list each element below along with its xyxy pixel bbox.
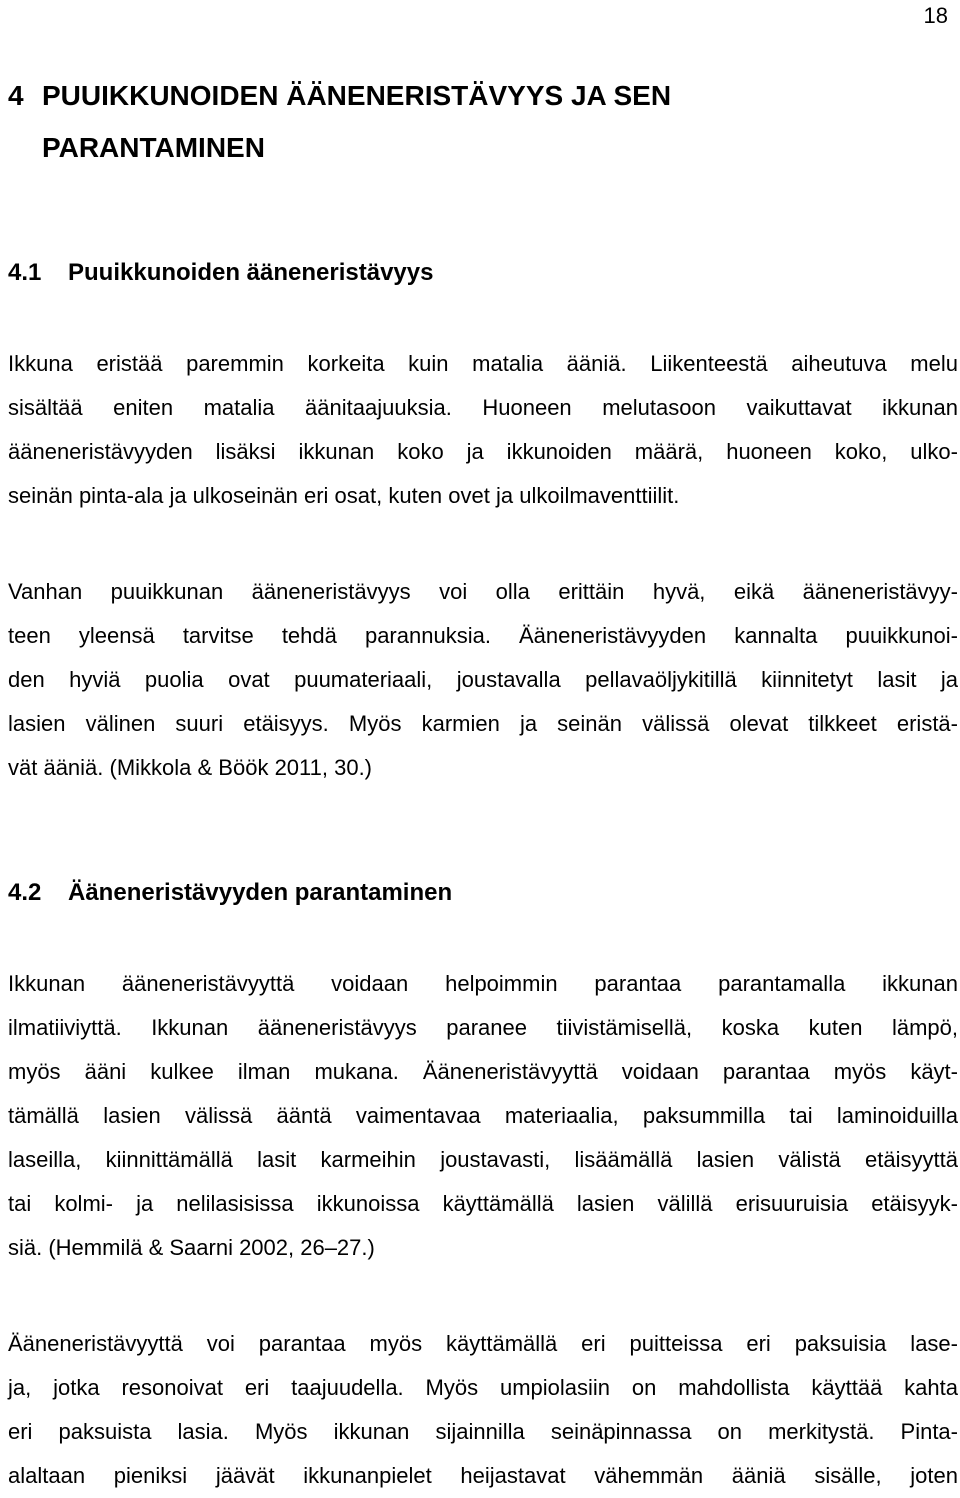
paragraph-line: ääneneristävyyden lisäksi ikkunan koko ja ikkunoiden määrä, huoneen koko, ulko- xyxy=(8,439,958,464)
paragraph-line: Ikkunan ääneneristävyyttä voidaan helpoimmin parantaa parantamalla ikkunan xyxy=(8,971,958,996)
paragraph-line: sisältää eniten matalia äänitaajuuksia. Huoneen melutasoon vaikuttavat ikkunan xyxy=(8,395,958,420)
paragraph-line: siä. (Hemmilä & Saarni 2002, 26–27.) xyxy=(8,1235,375,1260)
section-number: 4.1 xyxy=(8,259,42,286)
chapter-heading xyxy=(8,70,908,174)
paragraph-line: alaltaan pieniksi jäävät ikkunanpielet heijastavat vähemmän ääniä sisälle, joten xyxy=(8,1463,958,1488)
section-title: Ääneneristävyyden parantaminen xyxy=(68,879,453,906)
paragraph-line: vät ääniä. (Mikkola & Böök 2011, 30.) xyxy=(8,755,373,780)
paragraph-line: den hyviä puolia ovat puumateriaali, joustavalla pellavaöljykitillä kiinnitetyt lasit ja xyxy=(8,667,958,692)
page-number: 18 xyxy=(923,3,948,28)
chapter-title-line-1: PUUIKKUNOIDEN ÄÄNENERISTÄVYYS JA SEN xyxy=(42,80,672,111)
paragraph-line: seinän pinta-ala ja ulkoseinän eri osat, kuten ovet ja ulkoilmaventtiilit. xyxy=(8,483,680,508)
section-heading-4-1 xyxy=(8,258,433,288)
paragraph-line: teen yleensä tarvitse tehdä parannuksia. Ääneneristävyyden kannalta puuikkunoi- xyxy=(8,623,958,648)
paragraph-line: myös ääni kulkee ilman mukana. Ääneneristävyyttä voidaan parantaa myös käyt- xyxy=(8,1059,958,1084)
paragraph-line: eri paksuista lasia. Myös ikkunan sijainnilla seinäpinnassa on merkitystä. Pinta- xyxy=(8,1419,958,1444)
paragraph-4-1-b xyxy=(8,570,958,790)
chapter-title-line-2: PARANTAMINEN xyxy=(42,132,265,163)
paragraph-line: Ikkuna eristää paremmin korkeita kuin matalia ääniä. Liikenteestä aiheutuva melu xyxy=(8,351,958,376)
chapter-number: 4 xyxy=(8,80,24,111)
paragraph-4-1-a xyxy=(8,342,958,518)
section-heading-4-2 xyxy=(8,878,452,908)
paragraph-line: ja, jotka resonoivat eri taajuudella. Myös umpiolasiin on mahdollista käyttää kahta xyxy=(8,1375,958,1400)
paragraph-line: Vanhan puuikkunan ääneneristävyys voi olla erittäin hyvä, eikä ääneneristävyy- xyxy=(8,579,958,604)
paragraph-line: tämällä lasien välissä ääntä vaimentavaa materiaalia, paksummilla tai laminoiduilla xyxy=(8,1103,958,1128)
section-number: 4.2 xyxy=(8,879,42,906)
section-title: Puuikkunoiden ääneneristävyys xyxy=(68,259,434,286)
paragraph-4-2-b xyxy=(8,1322,958,1498)
paragraph-line: ilmatiiviyttä. Ikkunan ääneneristävyys paranee tiivistämisellä, koska kuten lämpö, xyxy=(8,1015,958,1040)
paragraph-line: Ääneneristävyyttä voi parantaa myös käyttämällä eri puitteissa eri paksuisia lase- xyxy=(8,1331,958,1356)
paragraph-line: tai kolmi- ja nelilasisissa ikkunoissa käyttämällä lasien välillä erisuuruisia etäisyyk- xyxy=(8,1191,958,1216)
paragraph-line: laseilla, kiinnittämällä lasit karmeihin joustavasti, lisäämällä lasien välistä etäisyyttä xyxy=(8,1147,958,1172)
paragraph-line: lasien välinen suuri etäisyys. Myös karmien ja seinän välissä olevat tilkkeet eristä- xyxy=(8,711,958,736)
paragraph-4-2-a xyxy=(8,962,958,1270)
